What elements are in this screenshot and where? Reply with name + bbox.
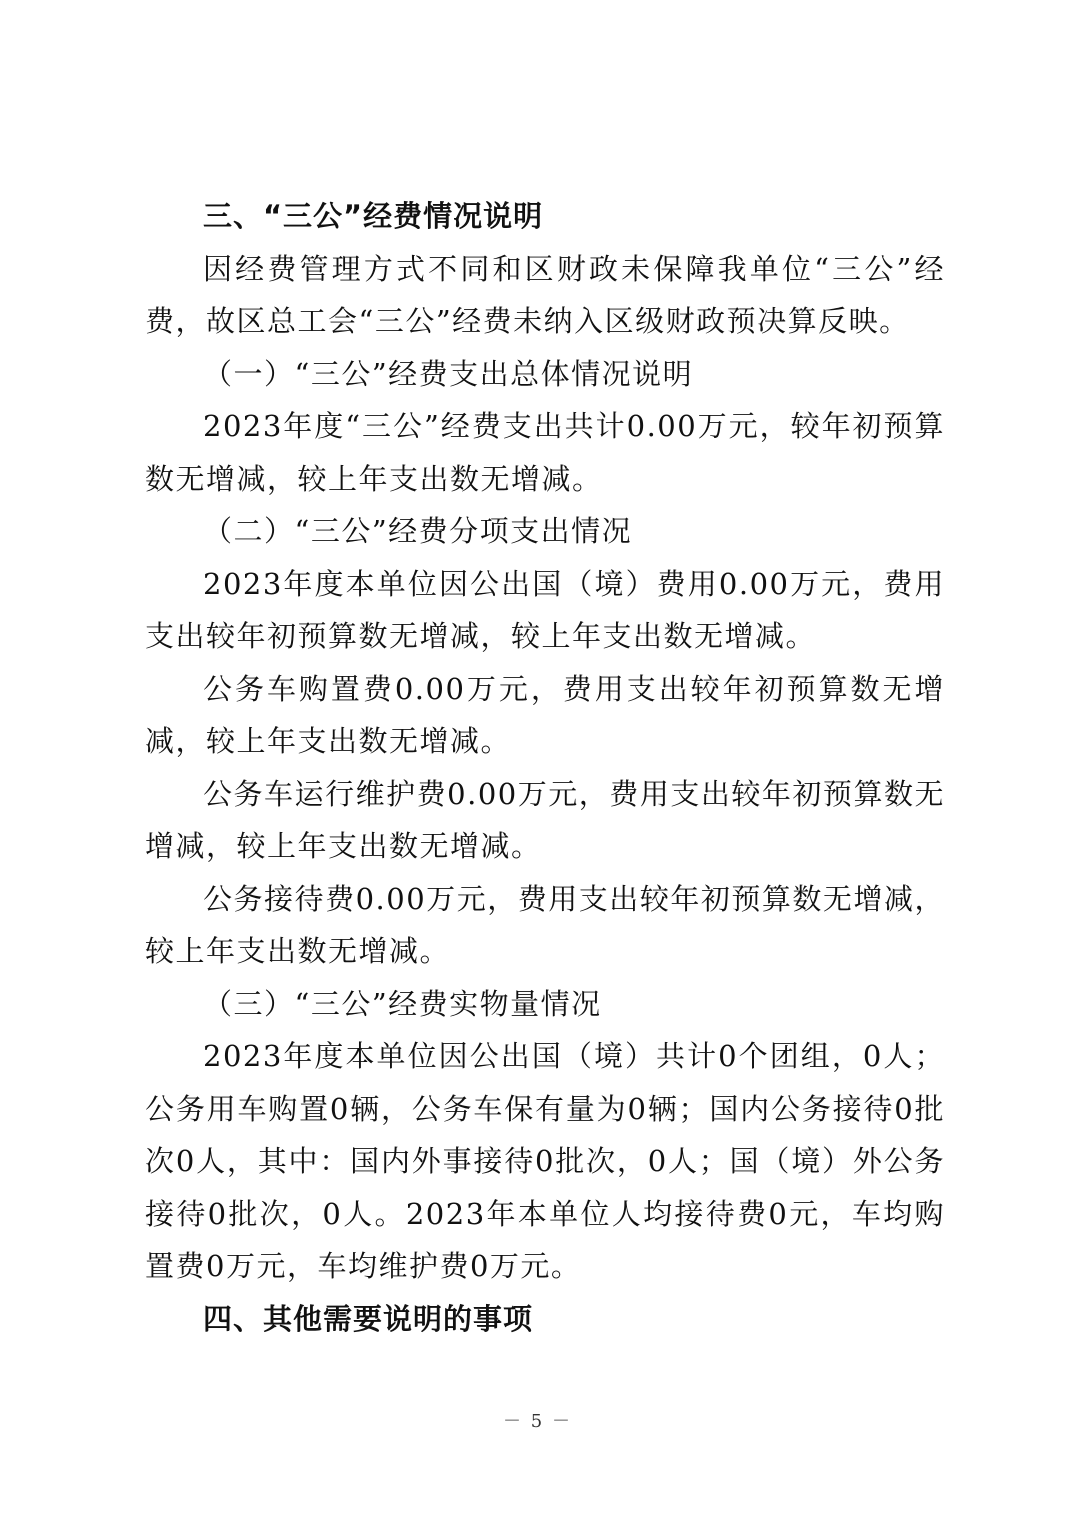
paragraph-vehicle-maintenance: 公务车运行维护费0.00万元，费用支出较年初预算数无增减，较上年支出数无增减。 [145,776,945,863]
subheading-itemized-expenditure: （二）“三公”经费分项支出情况 [203,514,633,548]
paragraph-reception: 公务接待费0.00万元，费用支出较年初预算数无增减，较上年支出数无增减。 [145,881,945,968]
document-body [145,190,945,1345]
paragraph-total-expenditure: 2023年度“三公”经费支出共计0.00万元，较年初预算数无增减，较上年支出数无增减。 [145,409,945,496]
section-heading-other-matters: 四、其他需要说明的事项 [203,1301,534,1336]
subheading-overall-expenditure: （一）“三公”经费支出总体情况说明 [203,356,694,391]
section-heading-three-public: 三、“三公”经费情况说明 [203,199,544,233]
paragraph-funding-explanation: 因经费管理方式不同和区财政未保障我单位“三公”经费，故区总工会“三公”经费未纳入区级财政预决算反映。 [145,251,945,338]
paragraph-physical-quantity: 2023年度本单位因公出国（境）共计0个团组，0人；公务用车购置0辆，公务车保有量为0辆；国内公务接待0批次0人，其中：国内外事接待0批次，0人；国（境）外公务接待0批次，0人。2023年本单位人均接待费0元，车均购置费0万元，车均维护费0万元。 [145,1039,945,1283]
paragraph-vehicle-purchase: 公务车购置费0.00万元，费用支出较年初预算数无增减，较上年支出数无增减。 [145,671,945,758]
page-number: － 5 － [503,1411,572,1432]
subheading-physical-quantity: （三）“三公”经费实物量情况 [203,986,602,1021]
paragraph-overseas-travel: 2023年度本单位因公出国（境）费用0.00万元，费用支出较年初预算数无增减，较上年支出数无增减。 [145,566,945,653]
